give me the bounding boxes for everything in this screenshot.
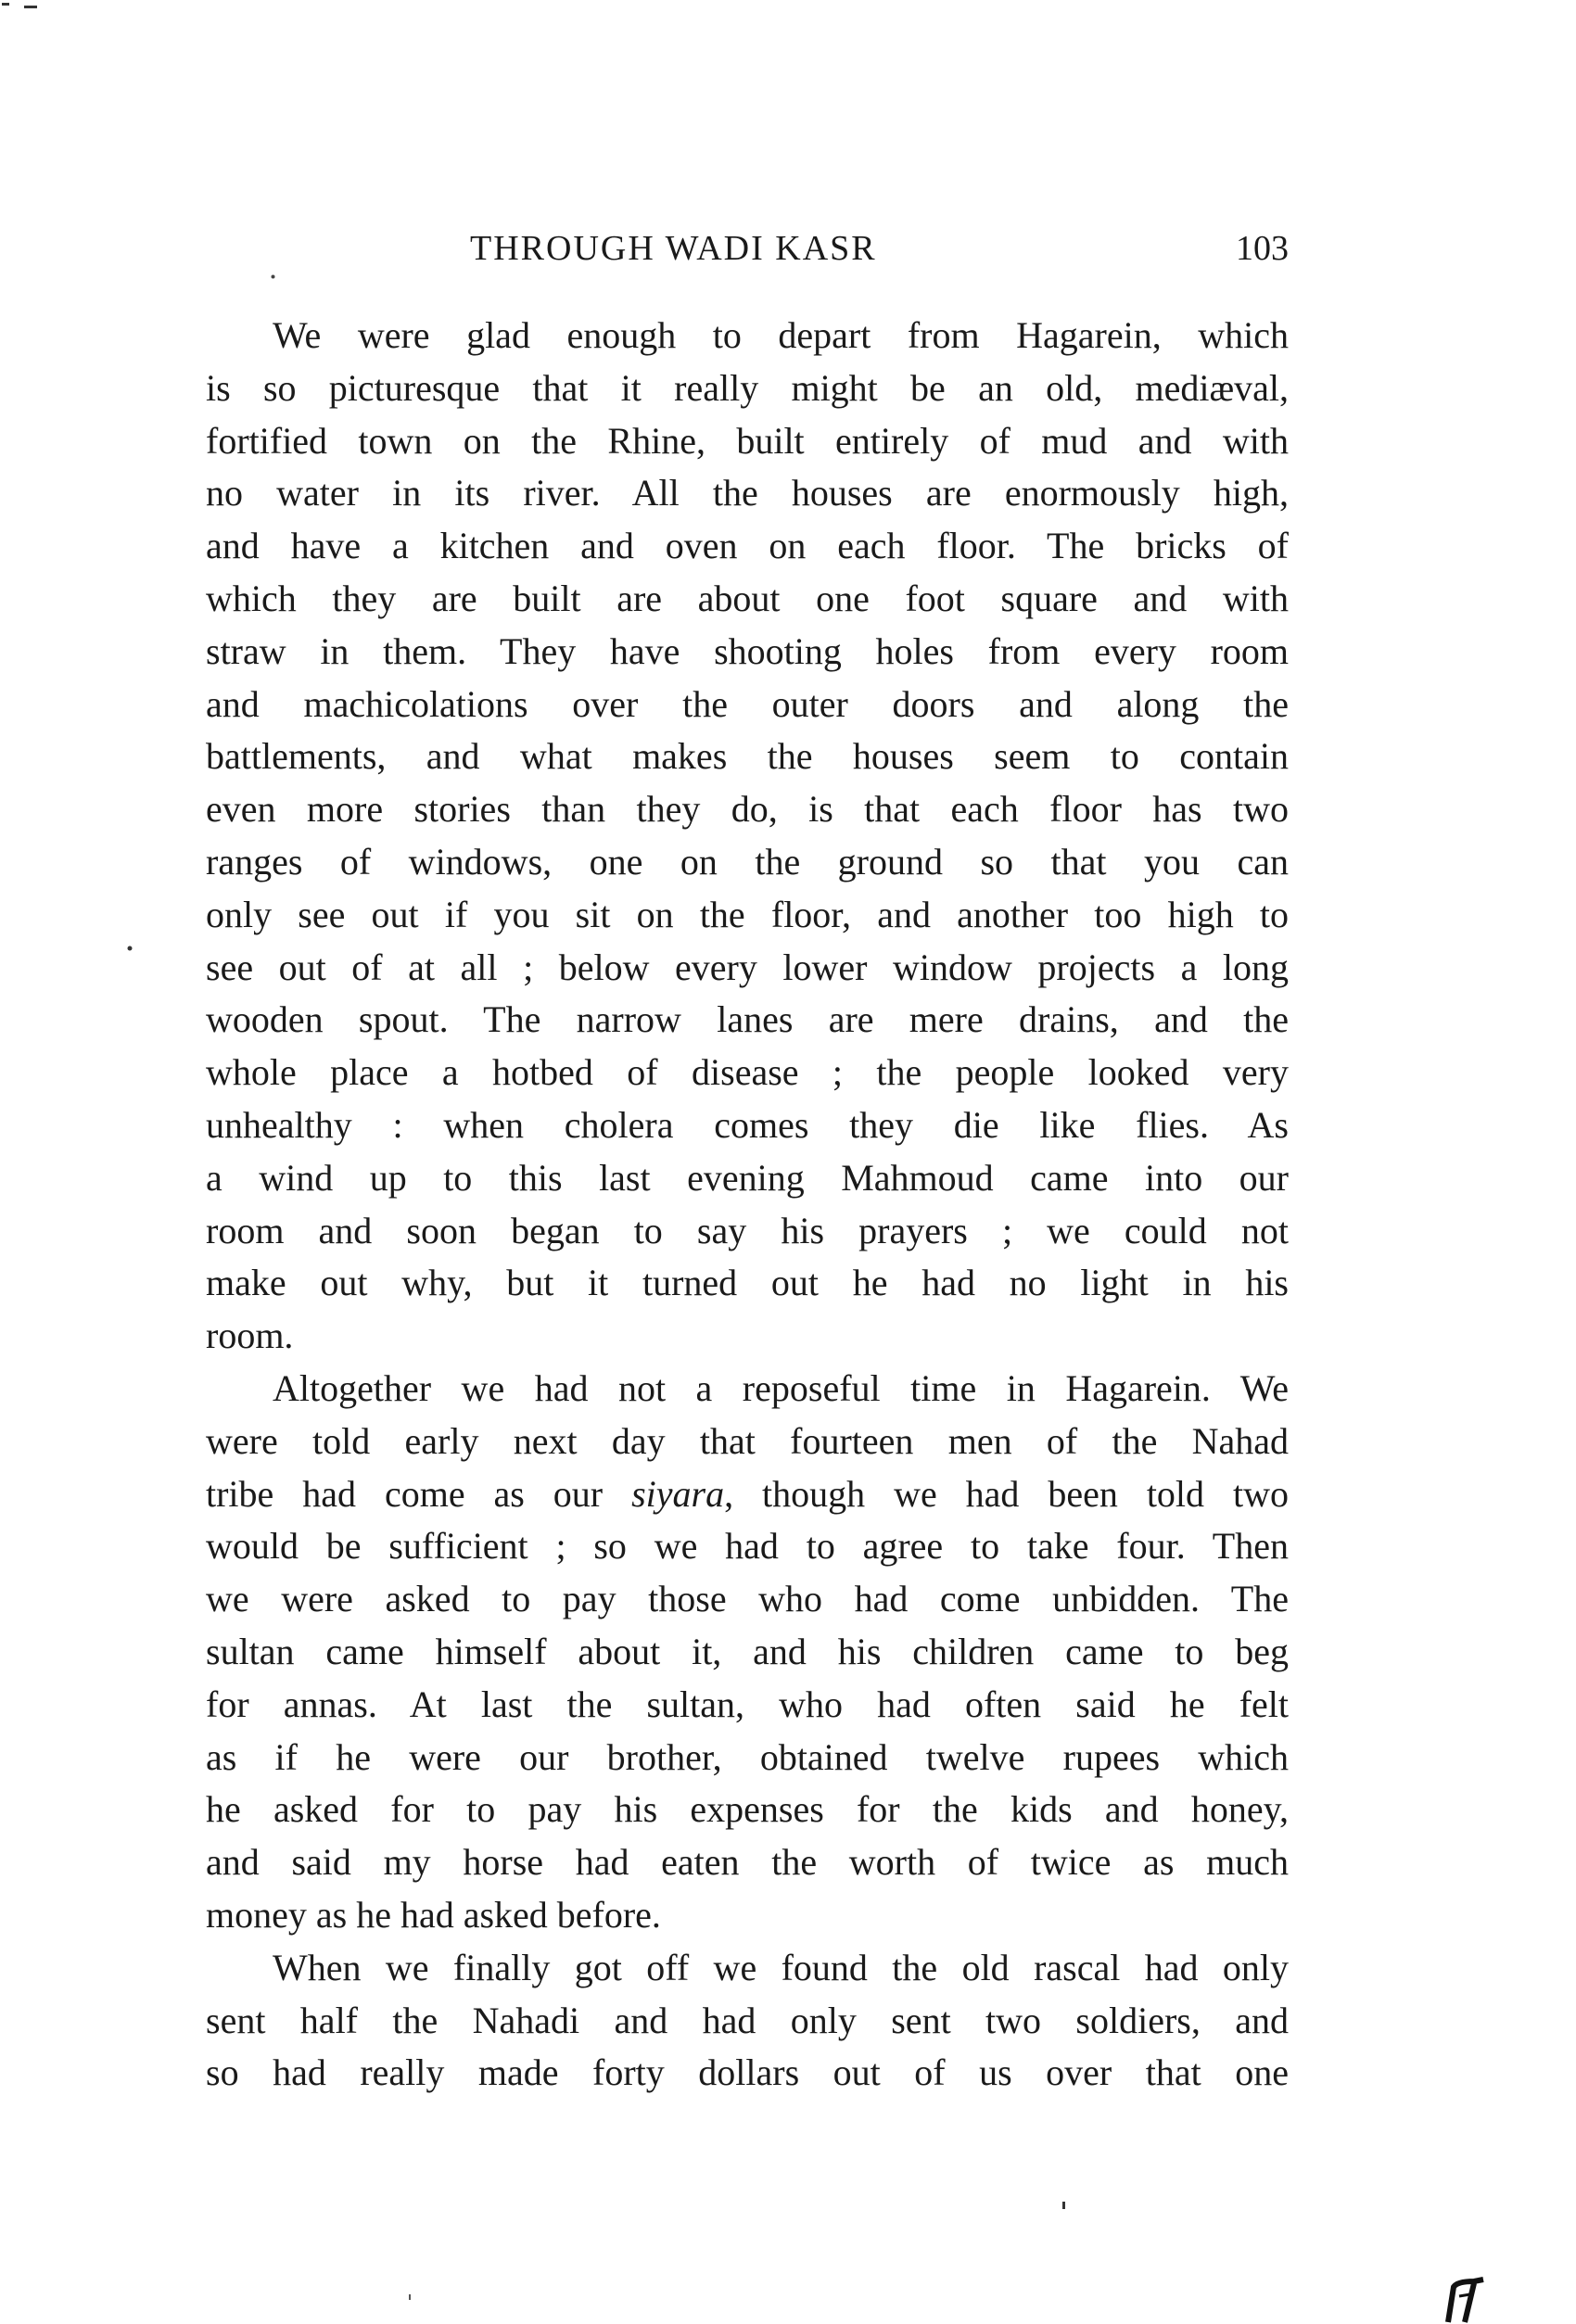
text-line-content: a wind up to this last evening Mahmoud came into our <box>206 1156 1289 1199</box>
text-line-content: tribe had come as our siyara, though we had been told two <box>206 1472 1289 1515</box>
text-line-content: We were glad enough to depart from Hagarein, which <box>273 314 1289 356</box>
text-line-content: wooden spout. The narrow lanes are mere drains, and the <box>206 998 1289 1041</box>
text-line-content: battlements, and what makes the houses seem to contain <box>206 735 1289 778</box>
text-line-content: sent half the Nahadi and had only sent two soldiers, and <box>206 1999 1289 2041</box>
ink-mark-bottom-right <box>1437 2276 1502 2324</box>
running-header <box>206 228 1289 274</box>
text-line <box>206 942 1289 995</box>
text-line <box>206 1152 1289 1205</box>
text-line <box>206 1363 1289 1416</box>
text-line-content: were told early next day that fourteen men of the Nahad <box>206 1419 1289 1462</box>
scan-speck-dot <box>271 274 275 279</box>
text-line-content: When we finally got off we found the old rascal had only <box>273 1946 1289 1988</box>
text-line-content: make out why, but it turned out he had no light in his <box>206 1262 1289 1304</box>
text-line-content: and said my horse had eaten the worth of twice as much <box>206 1841 1289 1884</box>
text-line <box>206 1099 1289 1152</box>
text-line-content: sultan came himself about it, and his children came to beg <box>206 1630 1289 1672</box>
text-line-content: and have a kitchen and oven on each floor. The bricks of <box>206 525 1289 567</box>
text-line <box>206 1520 1289 1573</box>
text-line <box>206 1205 1289 1258</box>
text-line <box>206 362 1289 415</box>
text-line <box>206 679 1289 731</box>
running-title: THROUGH WADI KASR <box>470 229 877 268</box>
text-line <box>206 1836 1289 1889</box>
text-line <box>206 1784 1289 1836</box>
scan-speck-dot <box>408 2294 413 2302</box>
scan-speck-dot <box>127 946 133 951</box>
text-line <box>206 520 1289 573</box>
text-line-content: room and soon began to say his prayers ; we could not <box>206 1209 1289 1251</box>
scan-speck-top-left <box>0 0 56 13</box>
text-line <box>206 1732 1289 1784</box>
text-line-content: even more stories than they do, is that each floor has two <box>206 788 1289 831</box>
text-line <box>206 1416 1289 1468</box>
text-line <box>206 1047 1289 1099</box>
text-line <box>206 1626 1289 1679</box>
text-line <box>206 836 1289 889</box>
text-line-content: money as he had asked before. <box>206 1893 661 1936</box>
text-line-content: room. <box>206 1314 294 1357</box>
text-line <box>206 1310 1289 1363</box>
page-number: 103 <box>1236 229 1289 268</box>
text-line <box>206 1573 1289 1626</box>
text-line <box>206 730 1289 783</box>
text-line-content: so had really made forty dollars out of us over that one <box>206 2051 1289 2094</box>
text-line <box>206 1889 1289 1942</box>
text-line-content: see out of at all ; below every lower window projects a long <box>206 946 1289 988</box>
text-line <box>206 1942 1289 1995</box>
text-line <box>206 783 1289 836</box>
text-line <box>206 1257 1289 1310</box>
text-line <box>206 467 1289 520</box>
text-line-content: as if he were our brother, obtained twelve rupees which <box>206 1735 1289 1778</box>
text-line <box>206 1995 1289 2048</box>
scan-speck-dot <box>1061 2202 1067 2211</box>
text-line-content: we were asked to pay those who had come unbidden. The <box>206 1578 1289 1620</box>
text-line-content: ranges of windows, one on the ground so that you can <box>206 840 1289 883</box>
text-line-content: fortified town on the Rhine, built entirely of mud and with <box>206 419 1289 462</box>
text-line-content: Altogether we had not a reposeful time in Hagarein. We <box>273 1366 1289 1409</box>
text-line-content: which they are built are about one foot square and with <box>206 577 1289 619</box>
text-line <box>206 1679 1289 1732</box>
text-line-content: straw in them. They have shooting holes from every room <box>206 629 1289 672</box>
text-line-content: for annas. At last the sultan, who had often said he felt <box>206 1683 1289 1725</box>
text-line <box>206 626 1289 679</box>
text-line <box>206 994 1289 1047</box>
text-line <box>206 2047 1289 2100</box>
text-line-content: he asked for to pay his expenses for the kids and honey, <box>206 1788 1289 1831</box>
text-line-content: unhealthy : when cholera comes they die like flies. As <box>206 1103 1289 1146</box>
page-body <box>206 310 1289 2100</box>
text-line <box>206 573 1289 626</box>
text-line-content: would be sufficient ; so we had to agree to take four. Then <box>206 1525 1289 1568</box>
text-line <box>206 1468 1289 1521</box>
text-line <box>206 415 1289 468</box>
text-line <box>206 889 1289 942</box>
text-line-content: only see out if you sit on the floor, and another too high to <box>206 893 1289 935</box>
text-line-content: no water in its river. All the houses are enormously high, <box>206 472 1289 514</box>
text-line <box>206 310 1289 362</box>
text-line-content: and machicolations over the outer doors and along the <box>206 682 1289 725</box>
text-line-content: is so picturesque that it really might be an old, mediæval, <box>206 366 1289 409</box>
text-line-content: whole place a hotbed of disease ; the people looked very <box>206 1051 1289 1094</box>
